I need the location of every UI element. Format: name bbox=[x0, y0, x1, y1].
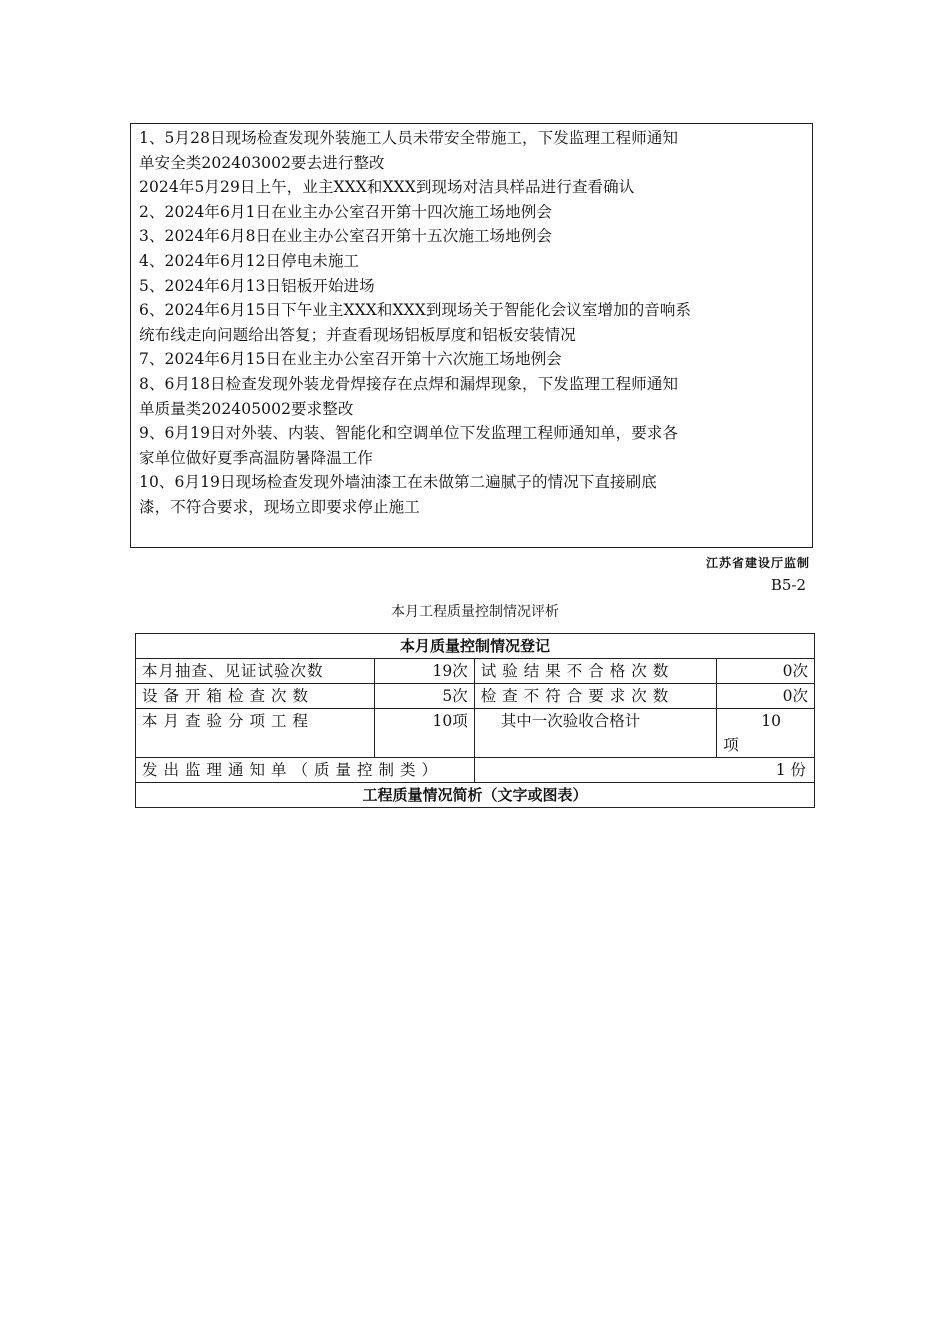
log-line: 3、2024年6月8日在业主办公室召开第十五次施工场地例会 bbox=[139, 227, 552, 246]
form-code: B5-2 bbox=[770, 576, 806, 594]
log-line: 8、6月18日检查发现外装龙骨焊接存在点焊和漏焊现象，下发监理工程师通知 bbox=[139, 374, 679, 393]
form-subtitle: 本月工程质量控制情况评析 bbox=[391, 604, 559, 620]
log-line: 漆，不符合要求，现场立即要求停止施工 bbox=[139, 497, 420, 516]
first-pass-number: 10 bbox=[761, 712, 782, 730]
subitems-label: 本月查验分项工程 bbox=[136, 709, 375, 758]
failed-tests-value: 0次 bbox=[717, 659, 815, 684]
log-line: 9、6月19日对外装、内装、智能化和空调单位下发监理工程师通知单，要求各 bbox=[139, 424, 679, 443]
first-pass-value bbox=[717, 709, 815, 758]
log-line: 5、2024年6月13日铝板开始进场 bbox=[139, 276, 375, 295]
log-line: 2024年5月29日上午，业主XXX和XXX到现场对洁具样品进行查看确认 bbox=[139, 178, 635, 197]
log-line: 2、2024年6月1日在业主办公室召开第十四次施工场地例会 bbox=[139, 202, 552, 221]
analysis-header: 工程质量情况简析（文字或图表） bbox=[136, 783, 815, 808]
quality-control-table bbox=[135, 633, 815, 808]
notices-value: 1 份 bbox=[474, 758, 814, 783]
first-pass-unit: 项 bbox=[723, 736, 739, 754]
log-line: 单质量类202405002要求整改 bbox=[139, 399, 354, 418]
log-line: 1、5月28日现场检查发现外装施工人员未带安全带施工，下发监理工程师通知 bbox=[139, 129, 679, 147]
log-line: 6、2024年6月15日下午业主XXX和XXX到现场关于智能化会议室增加的音响系 bbox=[139, 301, 692, 320]
daily-log-box bbox=[130, 123, 813, 548]
noncompliant-value: 0次 bbox=[717, 684, 815, 709]
log-line: 单安全类202403002要去进行整改 bbox=[139, 153, 385, 172]
failed-tests-label: 试验结果不合格次数 bbox=[474, 659, 717, 684]
log-line: 家单位做好夏季高温防暑降温工作 bbox=[139, 448, 374, 467]
notices-label: 发出监理通知单（质量控制类） bbox=[136, 758, 475, 783]
table-header: 本月质量控制情况登记 bbox=[136, 634, 815, 659]
tests-count-value: 19次 bbox=[374, 659, 474, 684]
log-line: 统布线走向问题给出答复；并查看现场铝板厚度和铝板安装情况 bbox=[139, 325, 576, 344]
first-pass-label: 其中一次验收合格计 bbox=[474, 709, 717, 758]
issuer-note: 江苏省建设厅监制 bbox=[705, 556, 810, 570]
unboxing-count-label: 设备开箱检查次数 bbox=[136, 684, 375, 709]
log-line: 7、2024年6月15日在业主办公室召开第十六次施工场地例会 bbox=[139, 350, 562, 369]
unboxing-count-value: 5次 bbox=[374, 684, 474, 709]
log-line: 4、2024年6月12日停电未施工 bbox=[139, 251, 360, 270]
tests-count-label: 本月抽查、见证试验次数 bbox=[136, 659, 375, 684]
log-line: 10、6月19日现场检查发现外墙油漆工在未做第二遍腻子的情况下直接刷底 bbox=[139, 473, 657, 492]
noncompliant-label: 检查不符合要求次数 bbox=[474, 684, 717, 709]
subitems-value: 10项 bbox=[374, 709, 474, 758]
